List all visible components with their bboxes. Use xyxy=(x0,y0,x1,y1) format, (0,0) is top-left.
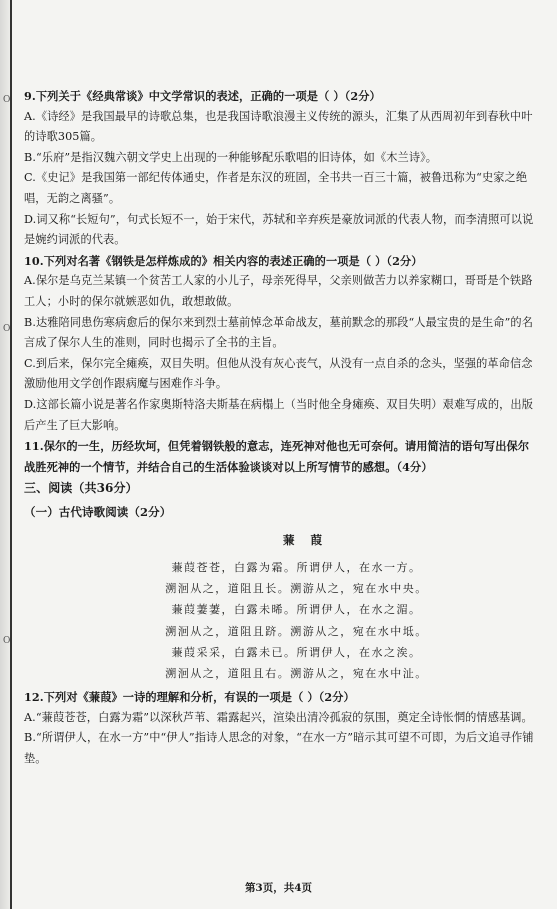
question-10-option-d: D.这部长篇小说是著名作家奥斯特洛夫斯基在病榻上（当时他全身瘫痪、双目失明）艰难写成的，出版后产生了巨大影响。 xyxy=(24,397,533,432)
question-12-option-b: B.“所谓伊人，在水一方”中“伊人”指诗人思念的对象，“在水一方”暗示其可望不可即，为后文追寻作铺垫。 xyxy=(24,731,534,766)
question-9-option-c: C.《史记》是我国第一部纪传体通史，作者是东汉的班固，全书共一百三十篇，被鲁迅称为“史家之绝唱，无韵之离骚”。 xyxy=(24,171,528,205)
question-9-stem: 9.下列关于《经典常谈》中文学常识的表述，正确的一项是（ ）（2分） xyxy=(24,89,381,103)
question-12-stem: 12.下列对《蒹葭》一诗的理解和分析，有误的一项是（ ）（2分） xyxy=(24,690,355,705)
section-heading: 三、阅读（共36分） xyxy=(24,481,138,496)
question-9-option-b: B.“乐府”是指汉魏六朝文学史上出现的一种能够配乐歌唱的旧诗体，如《木兰诗》。 xyxy=(24,150,438,164)
binding-margin-line xyxy=(10,0,12,909)
question-12-option-a: A.“蒹葭苍苍，白露为霜”以深秋芦苇、霜露起兴，渲染出清冷孤寂的氛围，奠定全诗怅惘的情感基调。 xyxy=(24,710,533,724)
margin-mark: O xyxy=(3,324,11,334)
question-11: 11.保尔的一生，历经坎坷，但凭着钢铁般的意志，连死神对他也无可奈何。请用简洁的语句写出保尔战胜死神的一个情节，并结合自己的生活体验谈谈对以上所写情节的感想。（4分） xyxy=(24,439,530,474)
margin-mark: O xyxy=(3,95,11,105)
question-9-option-d: D.词又称“长短句”，句式长短不一，始于宋代，苏轼和辛弃疾是豪放词派的代表人物，而李清照可以说是婉约词派的代表。 xyxy=(24,212,534,247)
margin-mark: O xyxy=(3,636,11,646)
poem-title: 蒹 葭 xyxy=(282,533,328,548)
exam-content xyxy=(24,86,539,770)
subsection-heading: （一）古代诗歌阅读（2分） xyxy=(24,504,172,519)
question-9-option-a: A.《诗经》是我国最早的诗歌总集，也是我国诗歌浪漫主义传统的源头，汇集了从西周初年到春秋中叶的诗歌305篇。 xyxy=(24,109,533,144)
question-10-option-c: C.到后来，保尔完全瘫痪，双目失明。但他从没有灰心丧气，从没有一点自杀的念头，坚强的革命信念激励他用文学创作跟病魔与困难作斗争。 xyxy=(24,356,533,391)
poem-line: 溯洄从之，道阻且跻。溯游从之，宛在水中坻。 xyxy=(165,624,428,638)
question-10-option-b: B.达雅陪同患伤寒病愈后的保尔来到烈士墓前悼念革命战友，墓前默念的那段“人最宝贵的是生命”的名言成了保尔人生的准则，同时也揭示了全书的主旨。 xyxy=(24,315,533,350)
poem-line: 溯洄从之，道阻且长。溯游从之，宛在水中央。 xyxy=(165,582,428,596)
poem-line: 溯洄从之，道阻且右。溯游从之，宛在水中沚。 xyxy=(165,667,428,681)
page-edge xyxy=(0,0,10,909)
poem-line: 蒹葭萋萋，白露未晞。所谓伊人，在水之湄。 xyxy=(171,603,422,617)
page-footer: 第3页，共4页 xyxy=(244,882,313,894)
question-10-stem: 10.下列对名著《钢铁是怎样炼成的》相关内容的表述正确的一项是（ ）（2分） xyxy=(24,253,423,268)
question-10-option-a: A.保尔是乌克兰某镇一个贫苦工人家的小儿子，母亲死得早，父亲则做苦力以养家糊口，哥哥是个铁路工人；小时的保尔就嫉恶如仇，敢想敢做。 xyxy=(24,274,533,308)
poem-line: 蒹葭苍苍，白露为霜。所谓伊人，在水一方。 xyxy=(171,561,422,575)
poem-line: 蒹葭采采，白露未已。所谓伊人，在水之涘。 xyxy=(171,645,422,659)
